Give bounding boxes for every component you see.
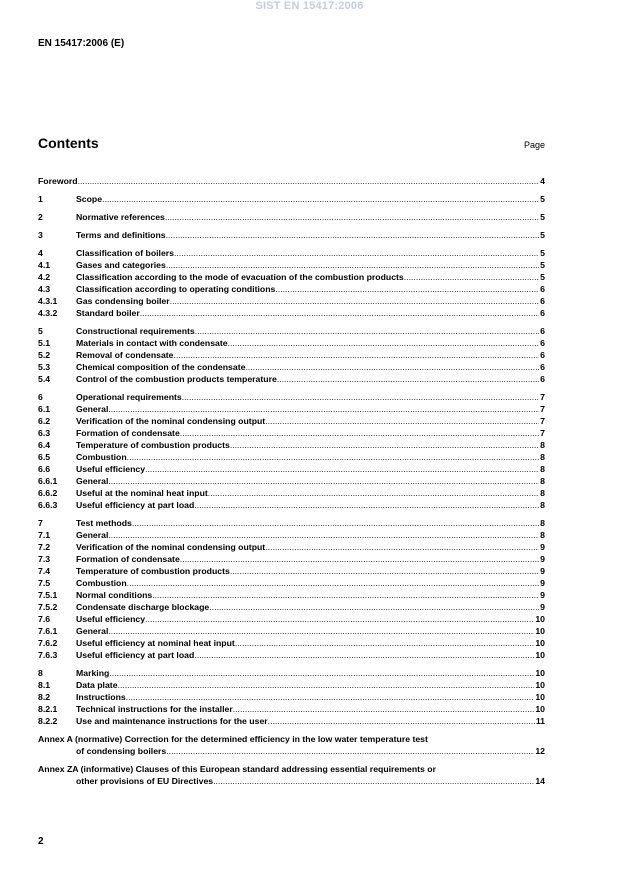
toc-entry[interactable] [38, 715, 545, 727]
toc-annex-page: 12 [535, 746, 545, 756]
toc-entry-page: 5 [540, 260, 545, 270]
dot-leader [277, 373, 539, 385]
toc-entry-number: 1 [38, 194, 43, 204]
toc-entry-number: 6.2 [38, 416, 51, 426]
toc-entry-page: 9 [540, 554, 545, 564]
dot-leader [109, 667, 534, 679]
dot-leader [102, 193, 539, 205]
toc-entry-number: 6.6.1 [38, 476, 58, 486]
toc-entry-page: 10 [535, 680, 545, 690]
toc-annex-title-continued: other provisions of EU Directives [76, 776, 214, 786]
toc-entry-number: 4.3.1 [38, 296, 58, 306]
dot-leader [108, 625, 534, 637]
toc-entry-number: 4.3 [38, 284, 51, 294]
dot-leader [127, 451, 539, 463]
dot-leader [268, 715, 535, 727]
toc-entry-title: Useful efficiency at part load [76, 650, 195, 660]
toc-entry[interactable] [38, 271, 545, 283]
dot-leader [194, 649, 534, 661]
toc-entry-number: 5.4 [38, 374, 51, 384]
toc-entry-page: 10 [535, 668, 545, 678]
dot-leader [265, 541, 539, 553]
page-column-label: Page [523, 140, 545, 150]
toc-entry-number: 7.3 [38, 554, 51, 564]
page-number: 2 [38, 836, 44, 847]
toc-entry[interactable] [38, 703, 545, 715]
toc-entry-title: Verification of the nominal condensing output [76, 542, 266, 552]
toc-entry-page: 6 [540, 308, 545, 318]
toc-entry-title: Marking [76, 668, 110, 678]
toc-entry-number: 6.5 [38, 452, 51, 462]
toc-entry[interactable] [38, 247, 545, 259]
dot-leader [228, 337, 540, 349]
toc-entry[interactable] [38, 637, 545, 649]
toc-entry[interactable] [38, 589, 545, 601]
toc-entry-page: 10 [535, 650, 545, 660]
toc-annex-entry[interactable] [38, 733, 545, 757]
toc-entry-number: 4.2 [38, 272, 51, 282]
toc-entry[interactable] [38, 349, 545, 361]
dot-leader [118, 679, 535, 691]
toc-entry[interactable] [38, 307, 545, 319]
dot-leader [78, 175, 540, 187]
toc-entry-page: 10 [535, 692, 545, 702]
toc-entry[interactable] [38, 517, 545, 529]
dot-leader [166, 259, 539, 271]
toc-annex-title: Annex A (normative) Correction for the determined efficiency in the low water temperature test [38, 734, 428, 744]
toc-entry-page: 8 [540, 464, 545, 474]
toc-entry-number: 4.3.2 [38, 308, 58, 318]
toc-annex-title-continued: of condensing boilers [76, 746, 167, 756]
toc-entry[interactable] [38, 229, 545, 241]
toc-entry-page: 6 [540, 374, 545, 384]
toc-entry-title: Data plate [76, 680, 118, 690]
toc-entry-page: 5 [540, 230, 545, 240]
toc-entry-page: 8 [540, 500, 545, 510]
toc-entry-page: 9 [540, 566, 545, 576]
toc-entry[interactable] [38, 613, 545, 625]
toc-entry-title: Use and maintenance instructions for the user [76, 716, 268, 726]
toc-entry-title: Combustion [76, 452, 127, 462]
toc-entry[interactable] [38, 691, 545, 703]
toc-entry[interactable] [38, 427, 545, 439]
toc-entry-page: 6 [540, 284, 545, 294]
toc-entry-number: 5 [38, 326, 43, 336]
toc-entry[interactable] [38, 649, 545, 661]
dot-leader [275, 283, 539, 295]
toc-entry-page: 6 [540, 326, 545, 336]
toc-entry-title: Combustion [76, 578, 127, 588]
toc-entry-title: Verification of the nominal condensing output [76, 416, 266, 426]
toc-entry-title: Normal conditions [76, 590, 153, 600]
toc-entry-number: 7.5.2 [38, 602, 58, 612]
toc-entry-number: 4.1 [38, 260, 51, 270]
toc-entry-title: Chemical composition of the condensate [76, 362, 246, 372]
toc-entry-page: 10 [535, 638, 545, 648]
toc-entry-title: Instructions [76, 692, 126, 702]
toc-entry[interactable] [38, 283, 545, 295]
dot-leader [174, 247, 539, 259]
toc-entry-number: 6.6 [38, 464, 51, 474]
toc-entry-number: 7 [38, 518, 43, 528]
toc-entry[interactable] [38, 625, 545, 637]
toc-entry-page: 6 [540, 362, 545, 372]
toc-entry-page: 5 [540, 272, 545, 282]
toc-entry-number: 5.2 [38, 350, 51, 360]
toc-entry[interactable] [38, 193, 545, 205]
toc-entry-title: Classification of boilers [76, 248, 174, 258]
toc-entry[interactable] [38, 499, 545, 511]
toc-entry-page: 7 [540, 416, 545, 426]
toc-annex-page: 14 [535, 776, 545, 786]
toc-entry-title: Foreword [38, 176, 78, 186]
dot-leader [235, 637, 535, 649]
toc-entry-page: 9 [540, 602, 545, 612]
dot-leader [166, 229, 540, 241]
toc-entry-number: 7.6 [38, 614, 51, 624]
toc-entry-page: 8 [540, 518, 545, 528]
dot-leader [170, 295, 540, 307]
toc-entry-number: 7.6.2 [38, 638, 58, 648]
toc-entry-page: 6 [540, 296, 545, 306]
dot-leader [165, 211, 539, 223]
dot-leader [245, 361, 539, 373]
toc-entry-page: 5 [540, 248, 545, 258]
toc-entry[interactable] [38, 415, 545, 427]
toc-entry[interactable] [38, 667, 545, 679]
toc-entry[interactable] [38, 337, 545, 349]
toc-entry[interactable] [38, 679, 545, 691]
toc-entry-title: General [76, 626, 109, 636]
toc-entry-title: Gas condensing boiler [76, 296, 170, 306]
dot-leader [180, 427, 539, 439]
toc-entry-number: 6.4 [38, 440, 51, 450]
toc-entry[interactable] [38, 403, 545, 415]
toc-entry-title: Condensate discharge blockage [76, 602, 210, 612]
dot-leader [127, 577, 539, 589]
toc-entry-title: General [76, 476, 109, 486]
toc-entry[interactable] [38, 439, 545, 451]
toc-entry-page: 7 [540, 392, 545, 402]
toc-entry-page: 8 [540, 530, 545, 540]
toc-entry-page: 7 [540, 404, 545, 414]
dot-leader [132, 517, 539, 529]
toc-entry-number: 7.6.3 [38, 650, 58, 660]
toc-entry-title: Useful efficiency at nominal heat input [76, 638, 235, 648]
dot-leader [166, 745, 534, 757]
toc-entry-number: 7.5 [38, 578, 51, 588]
toc-entry-number: 5.3 [38, 362, 51, 372]
toc-entry-title: Test methods [76, 518, 132, 528]
toc-entry[interactable] [38, 325, 545, 337]
toc-entry-number: 6.3 [38, 428, 51, 438]
toc-entry-number: 6 [38, 392, 43, 402]
toc-entry-number: 3 [38, 230, 43, 240]
toc-entry-title: Control of the combustion products temperature [76, 374, 277, 384]
dot-leader [230, 439, 539, 451]
toc-entry-page: 4 [540, 176, 545, 186]
toc-entry-title: Formation of condensate [76, 554, 180, 564]
toc-entry[interactable] [38, 211, 545, 223]
toc-entry-page: 8 [540, 452, 545, 462]
toc-entry-title: Constructional requirements [76, 326, 195, 336]
toc-entry-page: 8 [540, 476, 545, 486]
watermark: SIST EN 15417:2006 [255, 0, 364, 12]
toc-entry[interactable] [38, 553, 545, 565]
toc-entry-number: 2 [38, 212, 43, 222]
dot-leader [108, 529, 539, 541]
toc-entry[interactable] [38, 487, 545, 499]
toc-entry-number: 8.2.1 [38, 704, 58, 714]
toc-entry-title: Classification according to the mode of evacuation of the combustion products [76, 272, 404, 282]
toc-entry-page: 10 [535, 704, 545, 714]
dot-leader [145, 613, 534, 625]
toc-entry-page: 8 [540, 488, 545, 498]
toc-entry-page: 9 [540, 542, 545, 552]
toc-entry-page: 9 [540, 590, 545, 600]
toc-entry[interactable] [38, 451, 545, 463]
toc-entry-page: 5 [540, 212, 545, 222]
dot-leader [194, 499, 539, 511]
toc-entry-number: 8.2 [38, 692, 51, 702]
toc-entry-page: 10 [535, 626, 545, 636]
toc-entry-number: 7.1 [38, 530, 51, 540]
toc-entry-title: Useful efficiency at part load [76, 500, 195, 510]
toc-entry[interactable] [38, 373, 545, 385]
toc-entry-title: Useful efficiency [76, 614, 146, 624]
toc-entry-number: 8.2.2 [38, 716, 58, 726]
toc-entry[interactable] [38, 175, 545, 187]
toc-entry-number: 4 [38, 248, 43, 258]
dot-leader [209, 601, 539, 613]
toc-entry-title: Classification according to operating conditions [76, 284, 276, 294]
dot-leader [180, 553, 539, 565]
toc-entry-number: 6.6.2 [38, 488, 58, 498]
table-of-contents [38, 175, 545, 787]
dot-leader [108, 475, 539, 487]
toc-annex-title: Annex ZA (informative) Clauses of this European standard addressing essential requirements or [38, 764, 436, 774]
toc-entry-number: 8 [38, 668, 43, 678]
toc-entry-number: 7.2 [38, 542, 51, 552]
toc-entry-title: Temperature of combustion products [76, 566, 230, 576]
dot-leader [152, 589, 539, 601]
dot-leader [233, 703, 535, 715]
toc-entry[interactable] [38, 541, 545, 553]
toc-entry[interactable] [38, 295, 545, 307]
dot-leader [145, 463, 539, 475]
toc-entry-number: 7.5.1 [38, 590, 58, 600]
toc-entry-title: Scope [76, 194, 103, 204]
dot-leader [108, 403, 539, 415]
toc-entry[interactable] [38, 361, 545, 373]
toc-entry-title: Useful efficiency [76, 464, 146, 474]
toc-entry-title: General [76, 530, 109, 540]
toc-entry-page: 9 [540, 578, 545, 588]
dot-leader [213, 775, 534, 787]
toc-entry-number: 8.1 [38, 680, 51, 690]
toc-entry-title: Operational requirements [76, 392, 182, 402]
toc-entry-page: 11 [535, 716, 545, 726]
dot-leader [404, 271, 539, 283]
toc-entry-title: Normative references [76, 212, 165, 222]
toc-entry[interactable] [38, 529, 545, 541]
toc-entry[interactable] [38, 577, 545, 589]
toc-annex-entry[interactable] [38, 763, 545, 787]
toc-entry-number: 7.4 [38, 566, 51, 576]
toc-entry-title: Gases and categories [76, 260, 166, 270]
dot-leader [182, 391, 539, 403]
toc-entry[interactable] [38, 259, 545, 271]
toc-entry-title: Materials in contact with condensate [76, 338, 228, 348]
toc-entry-page: 6 [540, 338, 545, 348]
toc-entry-title: Useful at the nominal heat input [76, 488, 208, 498]
dot-leader [140, 307, 539, 319]
toc-entry-page: 8 [540, 440, 545, 450]
toc-entry-page: 6 [540, 350, 545, 360]
toc-entry-number: 6.6.3 [38, 500, 58, 510]
toc-entry-title: Standard boiler [76, 308, 140, 318]
dot-leader [208, 487, 539, 499]
document-id: EN 15417:2006 (E) [38, 38, 125, 49]
toc-entry-page: 5 [540, 194, 545, 204]
toc-entry-number: 6.1 [38, 404, 51, 414]
dot-leader [174, 349, 540, 361]
toc-entry[interactable] [38, 565, 545, 577]
toc-entry-page: 7 [540, 428, 545, 438]
toc-entry[interactable] [38, 463, 545, 475]
toc-entry[interactable] [38, 391, 545, 403]
dot-leader [265, 415, 539, 427]
contents-title: Contents [38, 135, 99, 151]
toc-entry-title: Temperature of combustion products [76, 440, 230, 450]
dot-leader [126, 691, 535, 703]
dot-leader [230, 565, 539, 577]
toc-entry-title: General [76, 404, 109, 414]
toc-entry-title: Technical instructions for the installer [76, 704, 233, 714]
toc-entry-page: 10 [535, 614, 545, 624]
toc-entry-title: Terms and definitions [76, 230, 166, 240]
dot-leader [195, 325, 539, 337]
toc-entry-number: 5.1 [38, 338, 51, 348]
toc-entry[interactable] [38, 601, 545, 613]
toc-entry-title: Formation of condensate [76, 428, 180, 438]
toc-entry[interactable] [38, 475, 545, 487]
toc-entry-title: Removal of condensate [76, 350, 174, 360]
toc-entry-number: 7.6.1 [38, 626, 58, 636]
